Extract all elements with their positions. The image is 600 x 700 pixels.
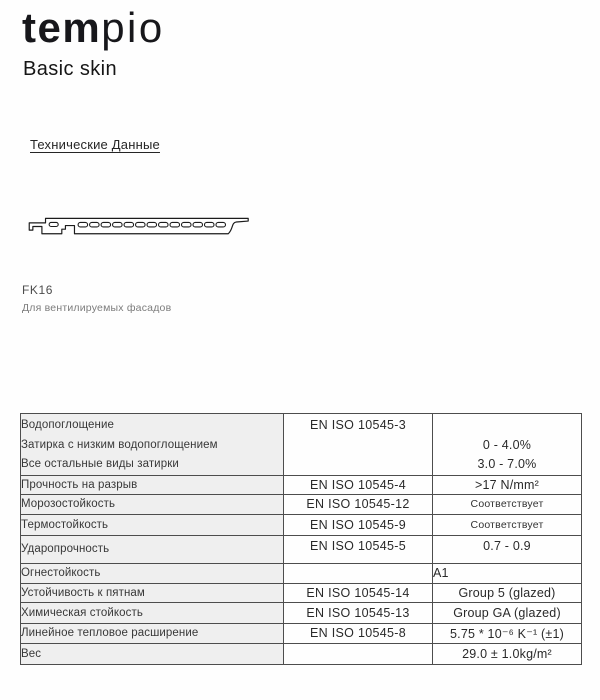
value-cell: 0.7 - 0.9 bbox=[433, 535, 582, 563]
value-cell: 0 - 4.0% 3.0 - 7.0% bbox=[433, 414, 582, 476]
property-label: Огнестойкость bbox=[21, 563, 284, 583]
value-cell: 5.75 * 10⁻⁶ K⁻¹ (±1) bbox=[433, 623, 582, 643]
product-description: Для вентилируемых фасадов bbox=[22, 302, 172, 314]
property-label: Ударопрочность bbox=[21, 535, 284, 563]
table-row bbox=[21, 494, 582, 514]
table-row bbox=[21, 563, 582, 583]
value-cell: 29.0 ± 1.0kg/m² bbox=[433, 643, 582, 664]
spec-table bbox=[20, 413, 582, 665]
property-label: Вес bbox=[21, 643, 284, 664]
table-row bbox=[21, 623, 582, 643]
value-cell: Соответствует bbox=[433, 514, 582, 535]
profile-drawing bbox=[22, 213, 250, 240]
standard-cell: EN ISO 10545-4 bbox=[284, 475, 433, 494]
property-label: Морозостойкость bbox=[21, 494, 284, 514]
property-label: Термостойкость bbox=[21, 514, 284, 535]
table-row bbox=[21, 535, 582, 563]
logo-light-part: pio bbox=[101, 4, 165, 51]
property-label: Прочность на разрыв bbox=[21, 475, 284, 494]
value-cell: Group GA (glazed) bbox=[433, 602, 582, 623]
panel-cross-section-icon bbox=[22, 213, 250, 240]
value-cell: A1 bbox=[433, 563, 582, 583]
standard-cell: EN ISO 10545-5 bbox=[284, 535, 433, 563]
standard-cell: EN ISO 10545-13 bbox=[284, 602, 433, 623]
product-line-subtitle: Basic skin bbox=[23, 58, 118, 80]
value-cell: Group 5 (glazed) bbox=[433, 583, 582, 602]
property-label: Водопоглощение Затирка с низким водопоглощением Все остальные виды затирки bbox=[21, 414, 284, 476]
table-row bbox=[21, 643, 582, 664]
property-label: Химическая стойкость bbox=[21, 602, 284, 623]
table-row bbox=[21, 414, 582, 476]
standard-cell: EN ISO 10545-14 bbox=[284, 583, 433, 602]
table-row bbox=[21, 514, 582, 535]
standard-cell bbox=[284, 563, 433, 583]
section-title: Технические Данные bbox=[30, 137, 160, 152]
table-row bbox=[21, 583, 582, 602]
standard-cell: EN ISO 10545-3 bbox=[284, 414, 433, 476]
table-row bbox=[21, 475, 582, 494]
product-code: FK16 bbox=[22, 283, 54, 297]
property-label: Устойчивость к пятнам bbox=[21, 583, 284, 602]
standard-cell: EN ISO 10545-8 bbox=[284, 623, 433, 643]
standard-cell: EN ISO 10545-9 bbox=[284, 514, 433, 535]
table-row bbox=[21, 602, 582, 623]
standard-cell bbox=[284, 643, 433, 664]
standard-cell: EN ISO 10545-12 bbox=[284, 494, 433, 514]
value-cell: Соответствует bbox=[433, 494, 582, 514]
logo-bold-part: tem bbox=[22, 4, 102, 51]
property-label: Линейное тепловое расширение bbox=[21, 623, 284, 643]
logo bbox=[22, 4, 165, 52]
value-cell: >17 N/mm² bbox=[433, 475, 582, 494]
